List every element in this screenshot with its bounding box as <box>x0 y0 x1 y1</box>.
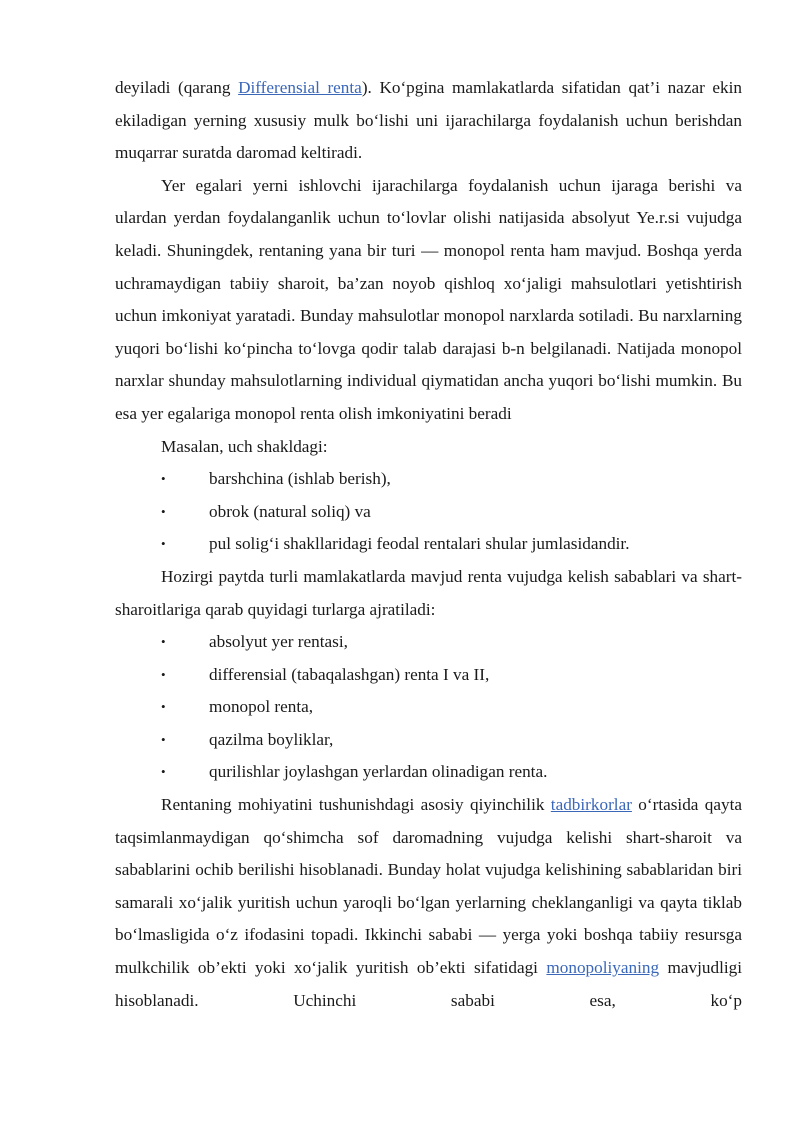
list-item <box>115 528 742 561</box>
paragraph-5-text-start: Rentaning mohiyatini tushunishdagi asosiy qiyinchilik <box>161 795 551 815</box>
paragraph-2: Yer egalari yerni ishlovchi ijarachilarga foydalanish uchun ijaraga berishi va ulardan yerdan foydalanganlik uchun to‘lovlar olishi natijasida absolyut Ye.r.si vujudga keladi. Shuningdek, rentaning yana bir turi — monopol renta ham mavjud. Boshqa yerda uchramaydigan tabiiy sharoit, ba’zan noyob qishloq xo‘jaligi mahsulotlari yetishtirish uchun imkoniyat yaratadi. Bunday mahsulotlar monopol narxlarda sotiladi. Bu narxlarning yuqori bo‘lishi ko‘pincha to‘lovga qodir talab darajasi b-n belgilanadi. Natijada monopol narxlar shunday mahsulotlarning individual qiymatidan ancha yuqori bo‘lishi mumkin. Bu esa yer egalariga monopol renta olish imkoniyatini beradi <box>115 175 742 423</box>
list-item <box>115 463 742 496</box>
bullet-icon: • <box>161 699 166 715</box>
list-item-text: barshchina (ishlab berish), <box>209 469 391 489</box>
bullet-icon: • <box>161 731 166 747</box>
list-item-text: qazilma boyliklar, <box>209 729 334 749</box>
link-differensial-renta[interactable]: Differensial renta <box>238 78 362 97</box>
paragraph-1-text-end: ). Ko‘pgina mamlakatlarda sifatidan qat’i nazar ekin ekiladigan yerning xususiy mulk bo‘lishi uni ijarachilarga foydalanish uchun berishdan muqarrar suratda daromad keltiradi. <box>115 78 742 163</box>
list-item-text: qurilishlar joylashgan yerlardan olinadigan renta. <box>209 762 548 782</box>
bullet-icon: • <box>161 503 166 519</box>
bullet-icon: • <box>161 634 166 650</box>
document-body <box>115 72 742 1017</box>
list-item <box>115 756 742 789</box>
list-item-text: monopol renta, <box>209 697 314 717</box>
list-item-text: differensial (tabaqalashgan) renta I va II, <box>209 664 490 684</box>
bullet-icon: • <box>161 471 166 487</box>
paragraph-1 <box>115 72 742 170</box>
rent-types-list <box>115 626 742 789</box>
list-item-text: obrok (natural soliq) va <box>209 501 371 521</box>
bullet-icon: • <box>161 536 166 552</box>
feudal-rent-list <box>115 463 742 561</box>
list-item <box>115 659 742 692</box>
list-item <box>115 724 742 757</box>
paragraph-1-text-start: deyiladi (qarang <box>115 78 239 97</box>
list-item-text: absolyut yer rentasi, <box>209 632 348 652</box>
paragraph-3: Masalan, uch shakldagi: <box>161 436 328 456</box>
link-tadbirkorlar[interactable]: tadbirkorlar <box>550 795 632 815</box>
link-monopoliyaning[interactable]: monopoliyaning <box>546 958 660 978</box>
paragraph-4: Hozirgi paytda turli mamlakatlarda mavjud renta vujudga kelish sabablari va shart-sharoitlariga qarab quyidagi turlarga ajratiladi: <box>115 566 742 619</box>
paragraph-5-text-end: mavjudligi hisoblanadi. Uchinchi sababi esa, ko‘p <box>115 958 742 1010</box>
list-item <box>115 496 742 529</box>
list-item <box>115 626 742 659</box>
paragraph-5-text-middle: o‘rtasida qayta taqsimlanmaydigan qo‘shimcha sof daromadning vujudga kelishi shart-sharoit va sabablarini ochib berilishi hisoblanadi. Bunday holat vujudga kelishining sabablaridan biri samarali xo‘jalik yuritish uchun yaroqli bo‘lgan yerlarning cheklanganligi va qayta tiklab bo‘lmasligida o‘z ifodasini topadi. Ikkinchi sababi — yerga yoki boshqa tabiiy resursga mulkchilik ob’ekti yoki xo‘jalik yuritish ob’ekti sifatidagi <box>115 795 742 978</box>
list-item <box>115 691 742 724</box>
bullet-icon: • <box>161 666 166 682</box>
list-item-text: pul solig‘i shakllaridagi feodal rentalari shular jumlasidandir. <box>209 534 630 554</box>
bullet-icon: • <box>161 764 166 780</box>
paragraph-5 <box>115 789 742 1017</box>
